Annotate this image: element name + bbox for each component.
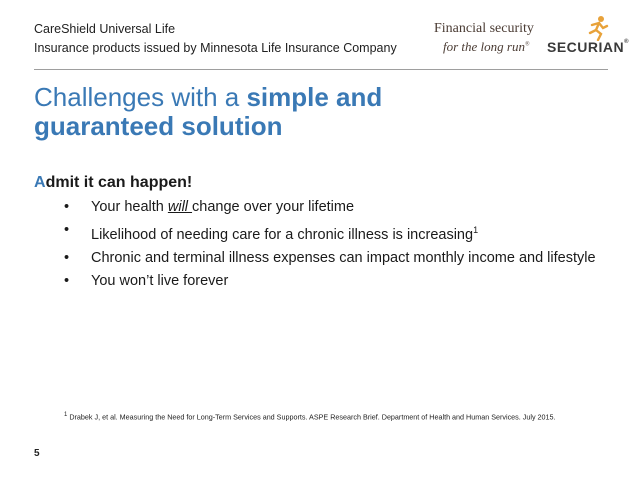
bullet-item: • Likelihood of needing care for a chronic illness is increasing$^1$ [64, 222, 479, 243]
slide-title: Challenges with a simple and guaranteed solution [34, 82, 383, 141]
page-number: 5 [34, 448, 40, 459]
slide-header [34, 20, 397, 58]
bullet-dot: • [64, 249, 70, 266]
lead-statement: Admit it can happen! [34, 174, 193, 191]
header-divider [34, 69, 608, 70]
securian-logo [434, 15, 630, 70]
logo-tagline-line1: Financial security [434, 21, 534, 36]
footnote: $^1$ Drabek J, et al. Measuring the Need for Long-Term Services and Supports. ASPE Research Brief. Department of Health and Human Services. July 2015. [64, 412, 556, 422]
logo-tagline-line2: for the long run® [443, 39, 530, 54]
runner-icon [584, 15, 610, 41]
issuer-line: Insurance products issued by Minnesota Life Insurance Company [34, 41, 397, 55]
product-name: CareShield Universal Life [34, 22, 176, 36]
bullet-list [64, 198, 604, 295]
logo-brand: SECURIAN® [547, 39, 630, 55]
bullet-item: • You won’t live forever [64, 272, 229, 289]
bullet-dot: • [64, 222, 70, 238]
bullet-item: • Your health will change over your lifetime [64, 199, 355, 215]
bullet-dot: • [64, 272, 70, 289]
emphasis-text: will [167, 199, 193, 215]
bullet-dot: • [64, 199, 70, 215]
bullet-item: • Chronic and terminal illness expenses can impact monthly income and lifestyle [64, 249, 596, 266]
footnote-reference: 1 [473, 225, 479, 235]
